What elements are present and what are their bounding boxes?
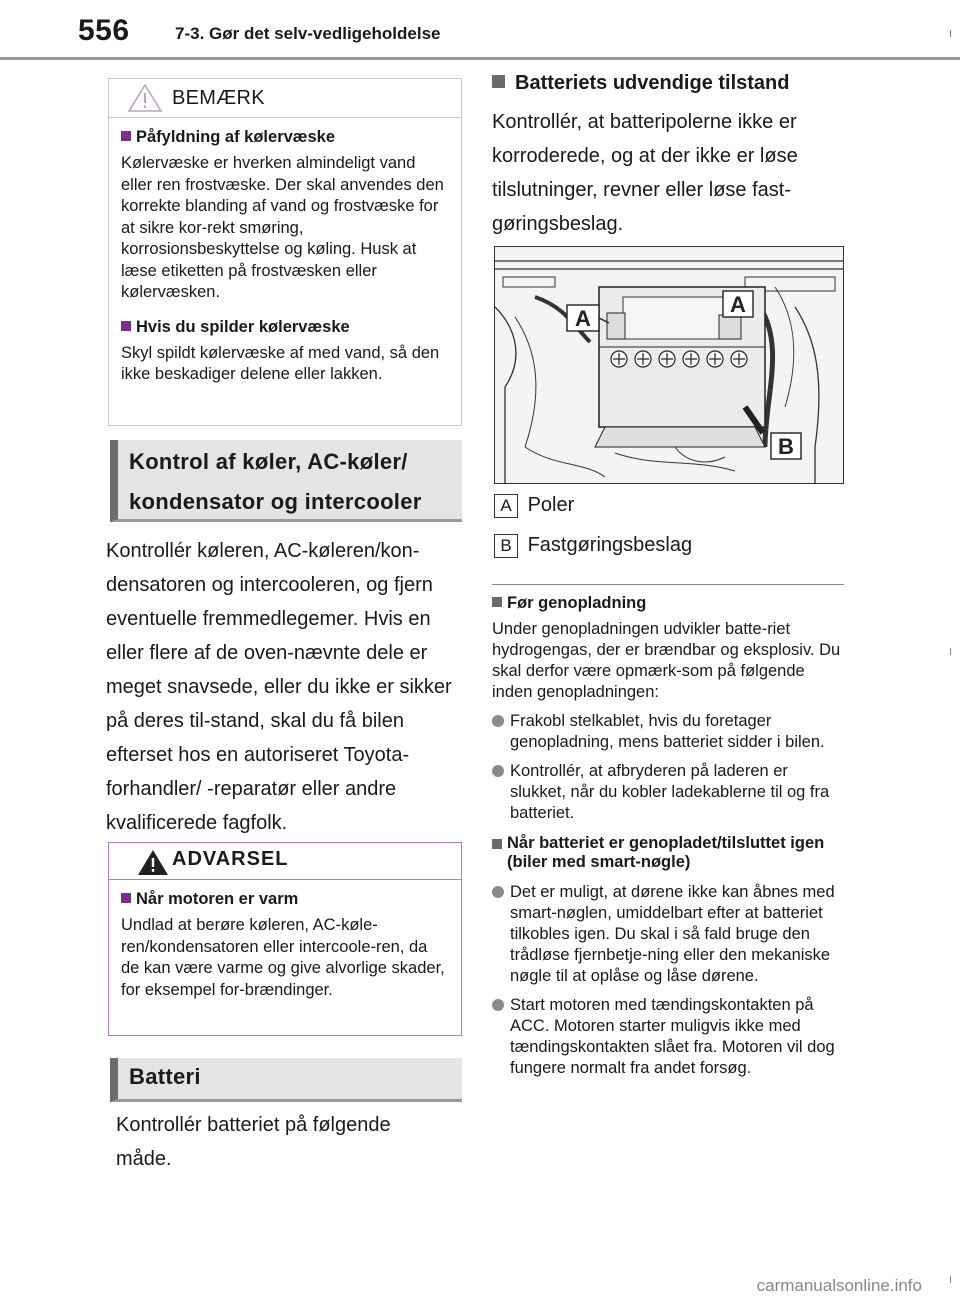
- note-bullet: Frakobl stelkablet, hvis du foretager genopladning, mens batteriet sidder i bilen.: [492, 711, 844, 753]
- legend-item-b: B Fastgøringsbeslag: [494, 534, 692, 558]
- square-bullet-icon: [492, 75, 505, 88]
- legend-key: A: [494, 494, 518, 518]
- note-bullet: Det er muligt, at dørene ikke kan åbnes med smart-nøglen, umiddelbart efter at batteriet tilkobles igen. Du skal i så fald bruge den trådløse fjernbetje-ning eller den mekaniske nøgle til at oplåse og låse dørene.: [492, 882, 844, 987]
- note-bullet: Kontrollér, at afbryderen på laderen er slukket, når du kobler ladekablerne til og fra batteriet.: [492, 761, 844, 824]
- round-bullet-icon: [492, 999, 504, 1011]
- warning-item-title: Når motoren er varm: [121, 890, 449, 909]
- note-item-title: Påfyldning af kølervæske: [121, 128, 449, 147]
- square-bullet-icon: [492, 839, 502, 849]
- figure-label-b: B: [778, 434, 794, 459]
- section-heading-cooler: Kontrol af køler, AC-køler/ kondensator og intercooler: [110, 440, 462, 522]
- note-item-text: Skyl spildt kølervæske af med vand, så den ikke beskadiger delene eller lakken.: [121, 343, 440, 383]
- round-bullet-icon: [492, 886, 504, 898]
- square-bullet-icon: [121, 131, 131, 141]
- round-bullet-icon: [492, 765, 504, 777]
- cooler-text: Kontrollér køleren, AC-køleren/kon-densatoren og intercooleren, og fjern eventuelle fremmedlegemer. Hvis en eller flere af de oven-nævnte dele er meget snavsede, eller du ikke er sikker på deres til-stand, skal du få bilen efterset hos en autoriseret Toyota-forhandler/ -reparatør eller andre kvalificerede fagfolk.: [106, 540, 452, 834]
- trim-mark: [950, 30, 951, 37]
- battery-illustration: [495, 247, 843, 483]
- note-title-after: Når batteriet er genopladet/tilsluttet igen (biler med smart-nøgle): [492, 834, 844, 872]
- warning-triangle-icon: [135, 847, 171, 877]
- header-rule: [0, 57, 960, 60]
- note-item-title: Hvis du spilder kølervæske: [121, 318, 449, 337]
- note-bullet: Start motoren med tændingskontakten på ACC. Motoren starter muligvis ikke med tændingskontakten slået fra. Motoren vil dog fungere normalt fra andet forsøg.: [492, 995, 844, 1079]
- warning-box-title: ADVARSEL: [172, 848, 289, 870]
- note-box-title: BEMÆRK: [172, 87, 265, 109]
- section-heading-battery: Batteri: [110, 1058, 462, 1102]
- watermark-footer: carmanualsonline.info: [756, 1276, 922, 1295]
- warning-item-text: Undlad at berøre køleren, AC-køle-ren/kondensatoren eller intercoole-ren, da de kan være varme og give alvorlige skader, for eksempel for-brændinger.: [121, 916, 445, 999]
- square-bullet-icon: [121, 893, 131, 903]
- caution-triangle-icon: [127, 83, 163, 113]
- page-number: 556: [78, 14, 130, 47]
- section-rule: [492, 584, 844, 585]
- notes-column: [492, 594, 844, 1079]
- figure-label-a: A: [575, 306, 591, 331]
- note-item-text: Kølervæske er hverken almindeligt vand eller ren frostvæske. Der skal anvendes den korrekte blanding af vand og frostvæske for at sikre kor-rekt smøring, korrosionsbeskyttelse og køling. Husk at læse etiketten på frostvæsken eller kølervæsken.: [121, 154, 444, 301]
- battery-text: Kontrollér batteriet på følgende måde.: [116, 1114, 391, 1170]
- battery-exterior-text: Kontrollér, at batteripolerne ikke er korroderede, og at der ikke er løse tilslutninger, revner eller løse fast-gøringsbeslag.: [492, 111, 798, 235]
- trim-mark: [950, 1276, 951, 1283]
- battery-figure: [494, 246, 844, 484]
- battery-exterior-heading: Batteriets udvendige tilstand: [492, 72, 790, 95]
- square-bullet-icon: [121, 321, 131, 331]
- square-bullet-icon: [492, 597, 502, 607]
- round-bullet-icon: [492, 715, 504, 727]
- legend-key: B: [494, 534, 518, 558]
- trim-mark: [950, 648, 951, 655]
- warning-box: [108, 842, 462, 1036]
- note-box: [108, 78, 462, 426]
- legend-item-a: A Poler: [494, 494, 574, 518]
- chapter-header: 7-3. Gør det selv-vedligeholdelse: [175, 24, 441, 43]
- note-text-before: Under genopladningen udvikler batte-riet hydrogengas, der er brændbar og eksplosiv. Du skal derfor være opmærk-som på følgende inden genopladningen:: [492, 620, 841, 701]
- note-title-before: Før genopladning: [492, 594, 844, 613]
- figure-label-a: A: [730, 292, 746, 317]
